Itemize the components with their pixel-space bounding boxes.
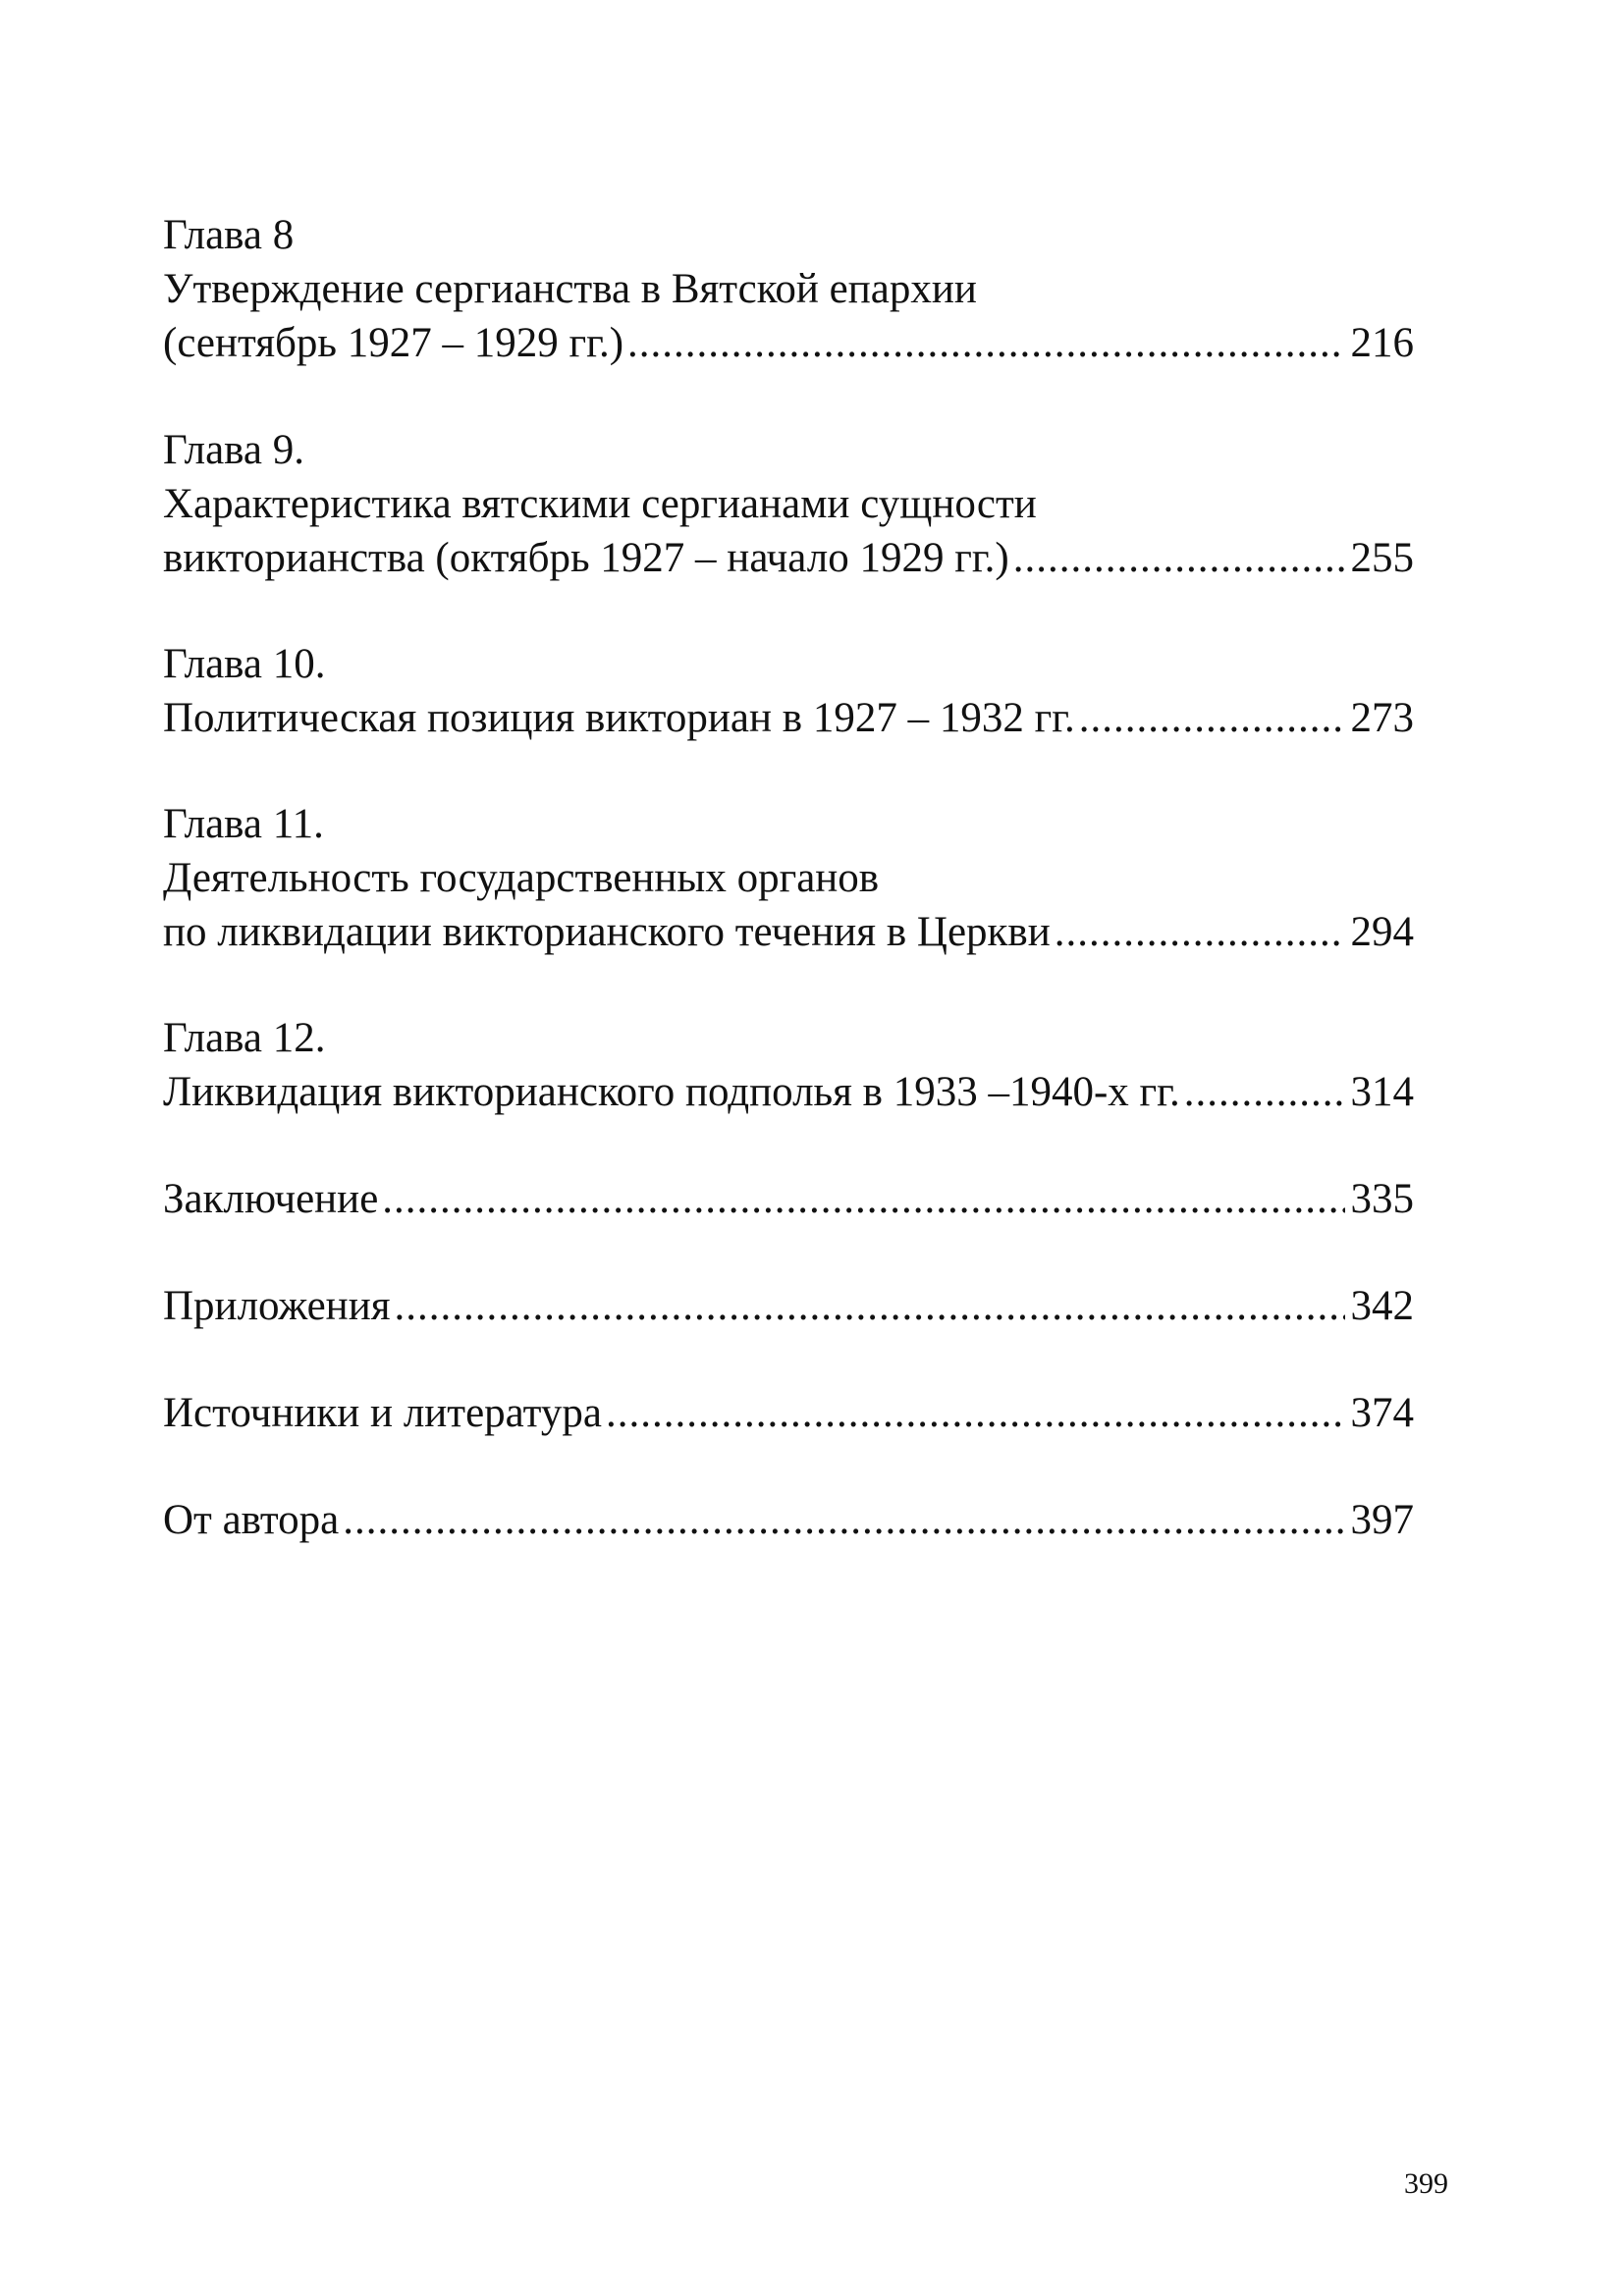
chapter-heading: Глава 10. <box>163 641 326 687</box>
toc-entry-chapter-12 <box>163 1011 1414 1119</box>
section-title: Приложения <box>163 1283 391 1329</box>
page-ref: 255 <box>1350 535 1414 581</box>
section-title: Заключение <box>163 1176 379 1222</box>
chapter-heading: Глава 11. <box>163 801 324 847</box>
chapter-title-end: (сентябрь 1927 – 1929 гг.) <box>163 320 624 366</box>
dot-leader <box>394 1279 1344 1333</box>
page-ref: 374 <box>1350 1390 1414 1436</box>
dot-leader <box>627 316 1344 370</box>
chapter-title-end: по ликвидации викторианского течения в Церкви <box>163 909 1051 955</box>
chapter-title: Политическая позиция викториан в 1927 – 1932 гг. <box>163 695 1075 741</box>
toc-entry-chapter-9 <box>163 423 1414 585</box>
toc-entry-from-author <box>163 1493 1414 1547</box>
toc-entry-appendices <box>163 1279 1414 1333</box>
toc-entry-chapter-11 <box>163 797 1414 959</box>
toc-leader-line[interactable] <box>163 1386 1414 1440</box>
chapter-title: Характеристика вятскими сергианами сущности <box>163 481 1037 527</box>
chapter-title: Утверждение сергианства в Вятской епархии <box>163 266 977 312</box>
toc-entry-conclusion <box>163 1172 1414 1226</box>
section-title: От автора <box>163 1497 340 1543</box>
toc-entry-sources <box>163 1386 1414 1440</box>
page-ref: 294 <box>1350 909 1414 955</box>
chapter-title-end: викторианства (октябрь 1927 – начало 1929 гг.) <box>163 535 1009 581</box>
dot-leader <box>382 1172 1344 1226</box>
toc-leader-line[interactable] <box>163 1172 1414 1226</box>
toc-leader-line[interactable] <box>163 1065 1414 1119</box>
page-number: 399 <box>1404 2167 1448 2200</box>
dot-leader <box>606 1386 1345 1440</box>
page-ref: 397 <box>1350 1497 1414 1543</box>
toc-leader-line[interactable] <box>163 691 1414 745</box>
page-ref: 216 <box>1350 320 1414 366</box>
toc-leader-line[interactable] <box>163 531 1414 585</box>
dot-leader <box>343 1493 1344 1547</box>
table-of-contents <box>163 208 1414 1547</box>
toc-leader-line[interactable] <box>163 316 1414 370</box>
chapter-heading: Глава 12. <box>163 1015 326 1061</box>
chapter-heading: Глава 8 <box>163 212 295 258</box>
page-ref: 314 <box>1350 1069 1414 1115</box>
page-ref: 273 <box>1350 695 1414 741</box>
toc-leader-line[interactable] <box>163 1493 1414 1547</box>
toc-leader-line[interactable] <box>163 1279 1414 1333</box>
section-title: Источники и литература <box>163 1390 602 1436</box>
dot-leader <box>1055 905 1345 959</box>
toc-entry-chapter-10 <box>163 637 1414 745</box>
dot-leader <box>1184 1065 1345 1119</box>
toc-leader-line[interactable] <box>163 905 1414 959</box>
toc-entry-chapter-8 <box>163 208 1414 370</box>
dot-leader <box>1013 531 1345 585</box>
chapter-title: Ликвидация викторианского подполья в 1933 –1940-х гг. <box>163 1069 1180 1115</box>
chapter-title: Деятельность государственных органов <box>163 855 880 901</box>
chapter-heading: Глава 9. <box>163 427 304 473</box>
page-ref: 342 <box>1350 1283 1414 1329</box>
page-ref: 335 <box>1350 1176 1414 1222</box>
dot-leader <box>1079 691 1345 745</box>
